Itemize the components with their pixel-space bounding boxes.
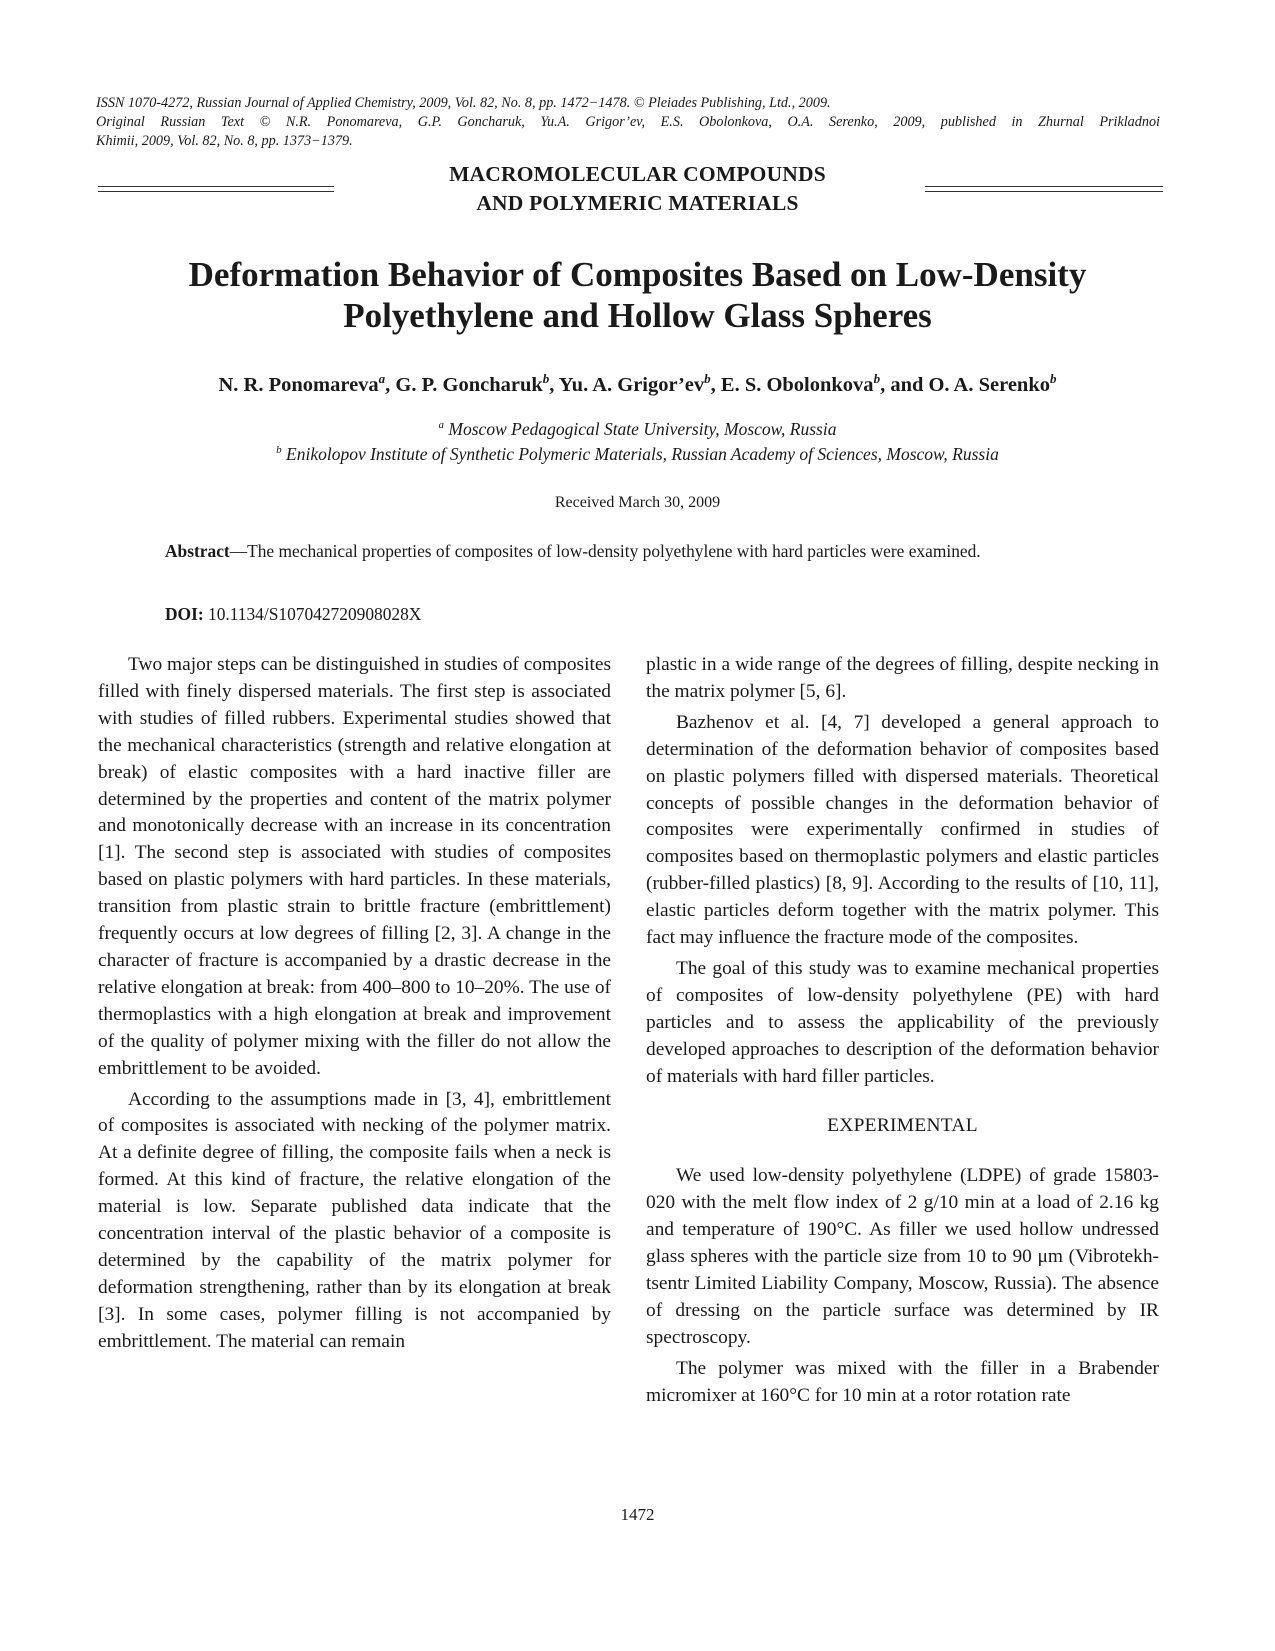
paper-title <box>60 254 1215 336</box>
author-name: , and O. A. Serenko <box>880 373 1050 396</box>
right-column <box>646 652 1159 1414</box>
journal-header-line-2: Original Russian Text © N.R. Ponomareva, G.P. Goncharuk, Yu.A. Grigor’ev, E.S. Obolonkova, O.A. Serenko, 2009, published in Zhurnal Prikladnoi <box>96 114 1160 130</box>
doi-label: DOI: <box>165 604 204 624</box>
paragraph: According to the assumptions made in [3, 4], embrittlement of composites is associated with necking of the polymer matrix. At a definite degree of filling, the composite fails when a neck is formed. At this kind of fracture, the relative elongation of the material is low. Separate published data indicate that the concentration interval of the plastic behavior of a composite is determined by the capability of the matrix polymer for deformation strengthening, rather than by its elongation at break [3]. In some cases, polymer filling is not accompanied by embrittlement. The material can remain <box>98 1088 611 1352</box>
paragraph: We used low-density polyethylene (LDPE) of grade 15803-020 with the melt flow index of 2 g/10 min at a load of 2.16 kg and temperature of 190°C. As filler we used hollow undressed glass spheres with the particle size from 10 to 90 μm (Vibrotekh-tsentr Limited Liability Company, Moscow, Russia). The absence of dressing on the particle surface was determined by IR spectroscopy. <box>646 1165 1159 1348</box>
author-affil-mark: b <box>542 371 550 386</box>
page-number: 1472 <box>620 1505 655 1524</box>
abstract <box>165 538 1095 565</box>
journal-header <box>96 94 1160 151</box>
author-affil-mark: a <box>378 371 386 386</box>
paper-title-line-2: Polyethylene and Hollow Glass Spheres <box>343 296 932 335</box>
author-affil-mark: b <box>1050 371 1057 386</box>
author-name: , Yu. A. Grigor’ev <box>549 373 705 396</box>
paragraph: The goal of this study was to examine mechanical properties of composites of low-density polyethylene (PE) with hard particles and to assess the applicability of the previously developed approaches to description of the deformation behavior of materials with hard filler particles. <box>646 957 1159 1087</box>
experimental-heading: EXPERIMENTAL <box>827 1114 978 1136</box>
author-name: , G. P. Goncharuk <box>385 373 543 396</box>
journal-header-line-3: Khimii, 2009, Vol. 82, No. 8, pp. 1373−1379. <box>96 133 353 149</box>
journal-header-line-1: ISSN 1070-4272, Russian Journal of Applied Chemistry, 2009, Vol. 82, No. 8, pp. 1472−1478. © Pleiades Publishing, Ltd., 2009. <box>96 95 831 111</box>
affiliation-b <box>0 439 1275 465</box>
paragraph: Two major steps can be distinguished in studies of composites filled with finely dispersed materials. The first step is associated with studies of filled rubbers. Experimental studies showed that the mechanical characteristics (strength and relative elongation at break) of elastic composites with a hard inactive filler are determined by the properties and content of the matrix polymer and monotonically decrease with an increase in its concentration [1]. The second step is associated with studies of composites based on plastic polymers with hard particles. In these materials, transition from plastic strain to brittle fracture (embrittlement) frequently occurs at low degrees of filling [2, 3]. A change in the character of fracture is accompanied by a drastic decrease in the relative elongation at break: from 400–800 to 10–20%. The use of thermoplastics with a high elongation at break and improvement of the quality of polymer mixing with the filler do not allow the embrittlement to be avoided. <box>98 654 611 1079</box>
author-name: N. R. Ponomareva <box>218 373 379 396</box>
doi-link[interactable]: 10.1134/S107042720908028X <box>203 604 422 624</box>
section-heading-line-1: MACROMOLECULAR COMPOUNDS <box>449 162 826 186</box>
paper-title-line-1: Deformation Behavior of Composites Based on Low-Density <box>188 255 1087 294</box>
affiliation-a <box>0 414 1275 440</box>
doi <box>165 604 421 625</box>
left-column <box>98 652 611 1360</box>
affiliation-mark: a <box>438 419 445 431</box>
abstract-label: Abstract <box>165 541 230 561</box>
author-name: , E. S. Obolonkova <box>710 373 874 396</box>
paragraph: The polymer was mixed with the filler in a Brabender micromixer at 160°C for 10 min at a rotor rotation rate <box>646 1357 1159 1406</box>
affiliation-text: Enikolopov Institute of Synthetic Polymeric Materials, Russian Academy of Sciences, Moscow, Russia <box>281 443 999 464</box>
affiliation-mark: b <box>276 444 282 456</box>
author-affil-mark: b <box>873 371 881 386</box>
author-affil-mark: b <box>704 371 711 386</box>
received-date: Received March 30, 2009 <box>554 494 721 511</box>
paragraph: Bazhenov et al. [4, 7] developed a general approach to determination of the deformation behavior of composites based on plastic polymers filled with dispersed materials. Theoretical concepts of possible changes in the deformation behavior of composites were experimentally confirmed in studies of composites based on thermoplastic polymers and elastic particles (rubber-filled plastics) [8, 9]. According to the results of [10, 11], elastic particles deform together with the matrix polymer. This fact may influence the fracture mode of the composites. <box>646 711 1159 949</box>
abstract-text: —The mechanical properties of composites of low-density polyethylene with hard particles were examined. <box>229 541 981 561</box>
affiliation-text: Moscow Pedagogical State University, Moscow, Russia <box>444 418 837 439</box>
section-heading <box>0 160 1275 218</box>
author-list <box>0 366 1275 398</box>
section-heading-line-2: AND POLYMERIC MATERIALS <box>476 191 799 215</box>
paragraph: plastic in a wide range of the degrees of filling, despite necking in the matrix polymer [5, 6]. <box>646 654 1159 702</box>
